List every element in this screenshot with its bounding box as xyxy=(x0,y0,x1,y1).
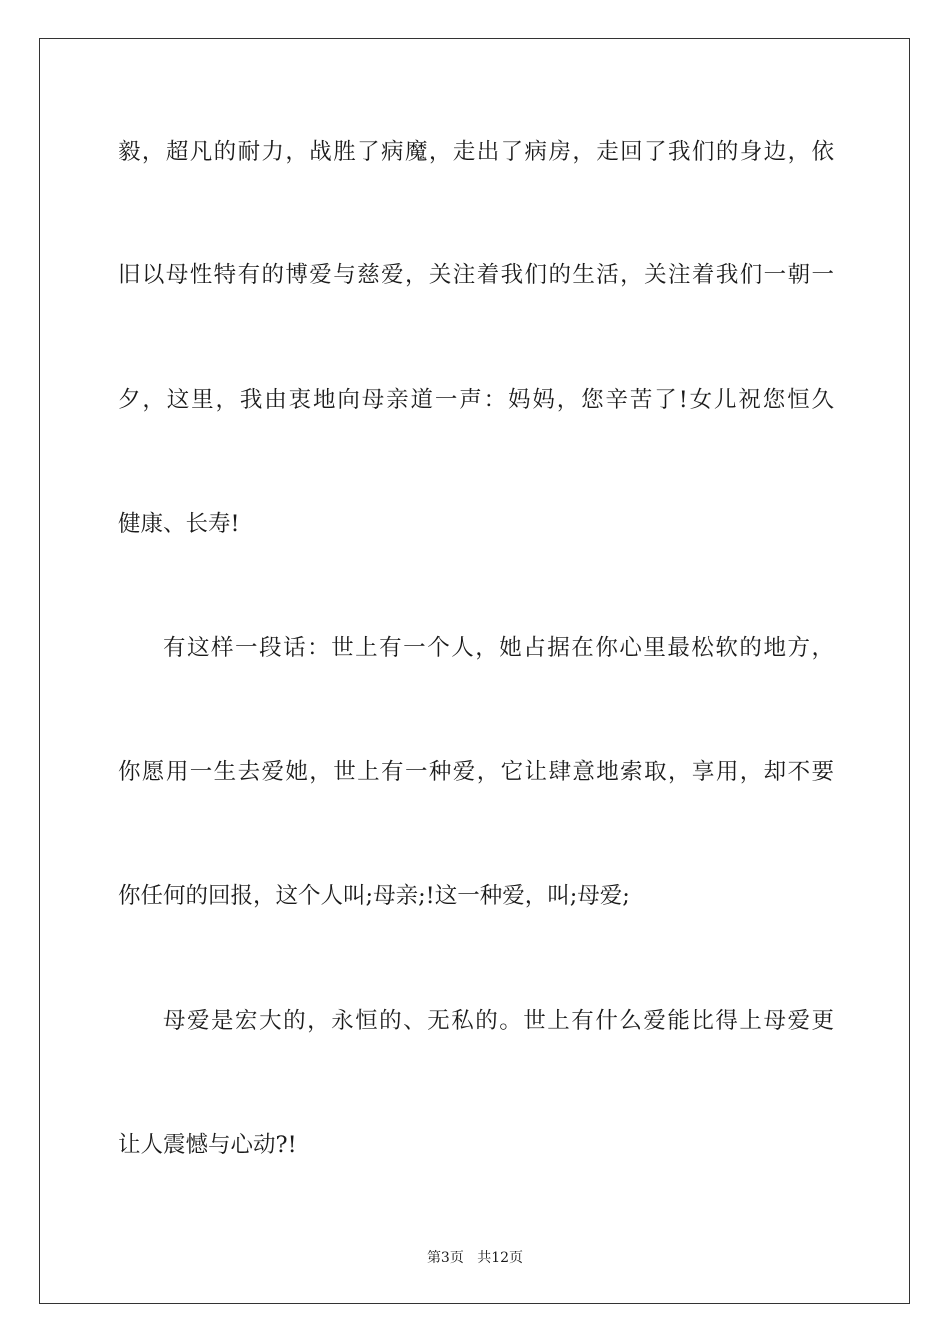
text-line: 让人震憾与心动?! xyxy=(118,1132,297,1158)
page-total: 共12页 xyxy=(477,1250,524,1266)
text-line: 母爱是宏大的，永恒的、无私的。世上有什么爱能比得上母爱更 xyxy=(163,1008,834,1034)
page-number: 第3页 xyxy=(426,1250,464,1266)
text-line: 旧以母性特有的博爱与慈爱，关注着我们的生活，关注着我们一朝一 xyxy=(118,262,834,288)
text-line: 你任何的回报，这个人叫;母亲;!这一种爱，叫;母爱; xyxy=(118,883,630,909)
page-footer xyxy=(0,1247,950,1267)
page-border xyxy=(39,38,910,1304)
text-line: 健康、长寿! xyxy=(118,511,240,537)
text-line: 你愿用一生去爱她，世上有一种爱，它让肆意地索取，享用，却不要 xyxy=(118,759,834,785)
text-line: 有这样一段话：世上有一个人，她占据在你心里最松软的地方， xyxy=(163,635,834,661)
text-line: 夕，这里，我由衷地向母亲道一声：妈妈，您辛苦了!女儿祝您恒久 xyxy=(118,387,834,413)
text-line: 毅，超凡的耐力，战胜了病魔，走出了病房，走回了我们的身边，依 xyxy=(118,139,834,165)
